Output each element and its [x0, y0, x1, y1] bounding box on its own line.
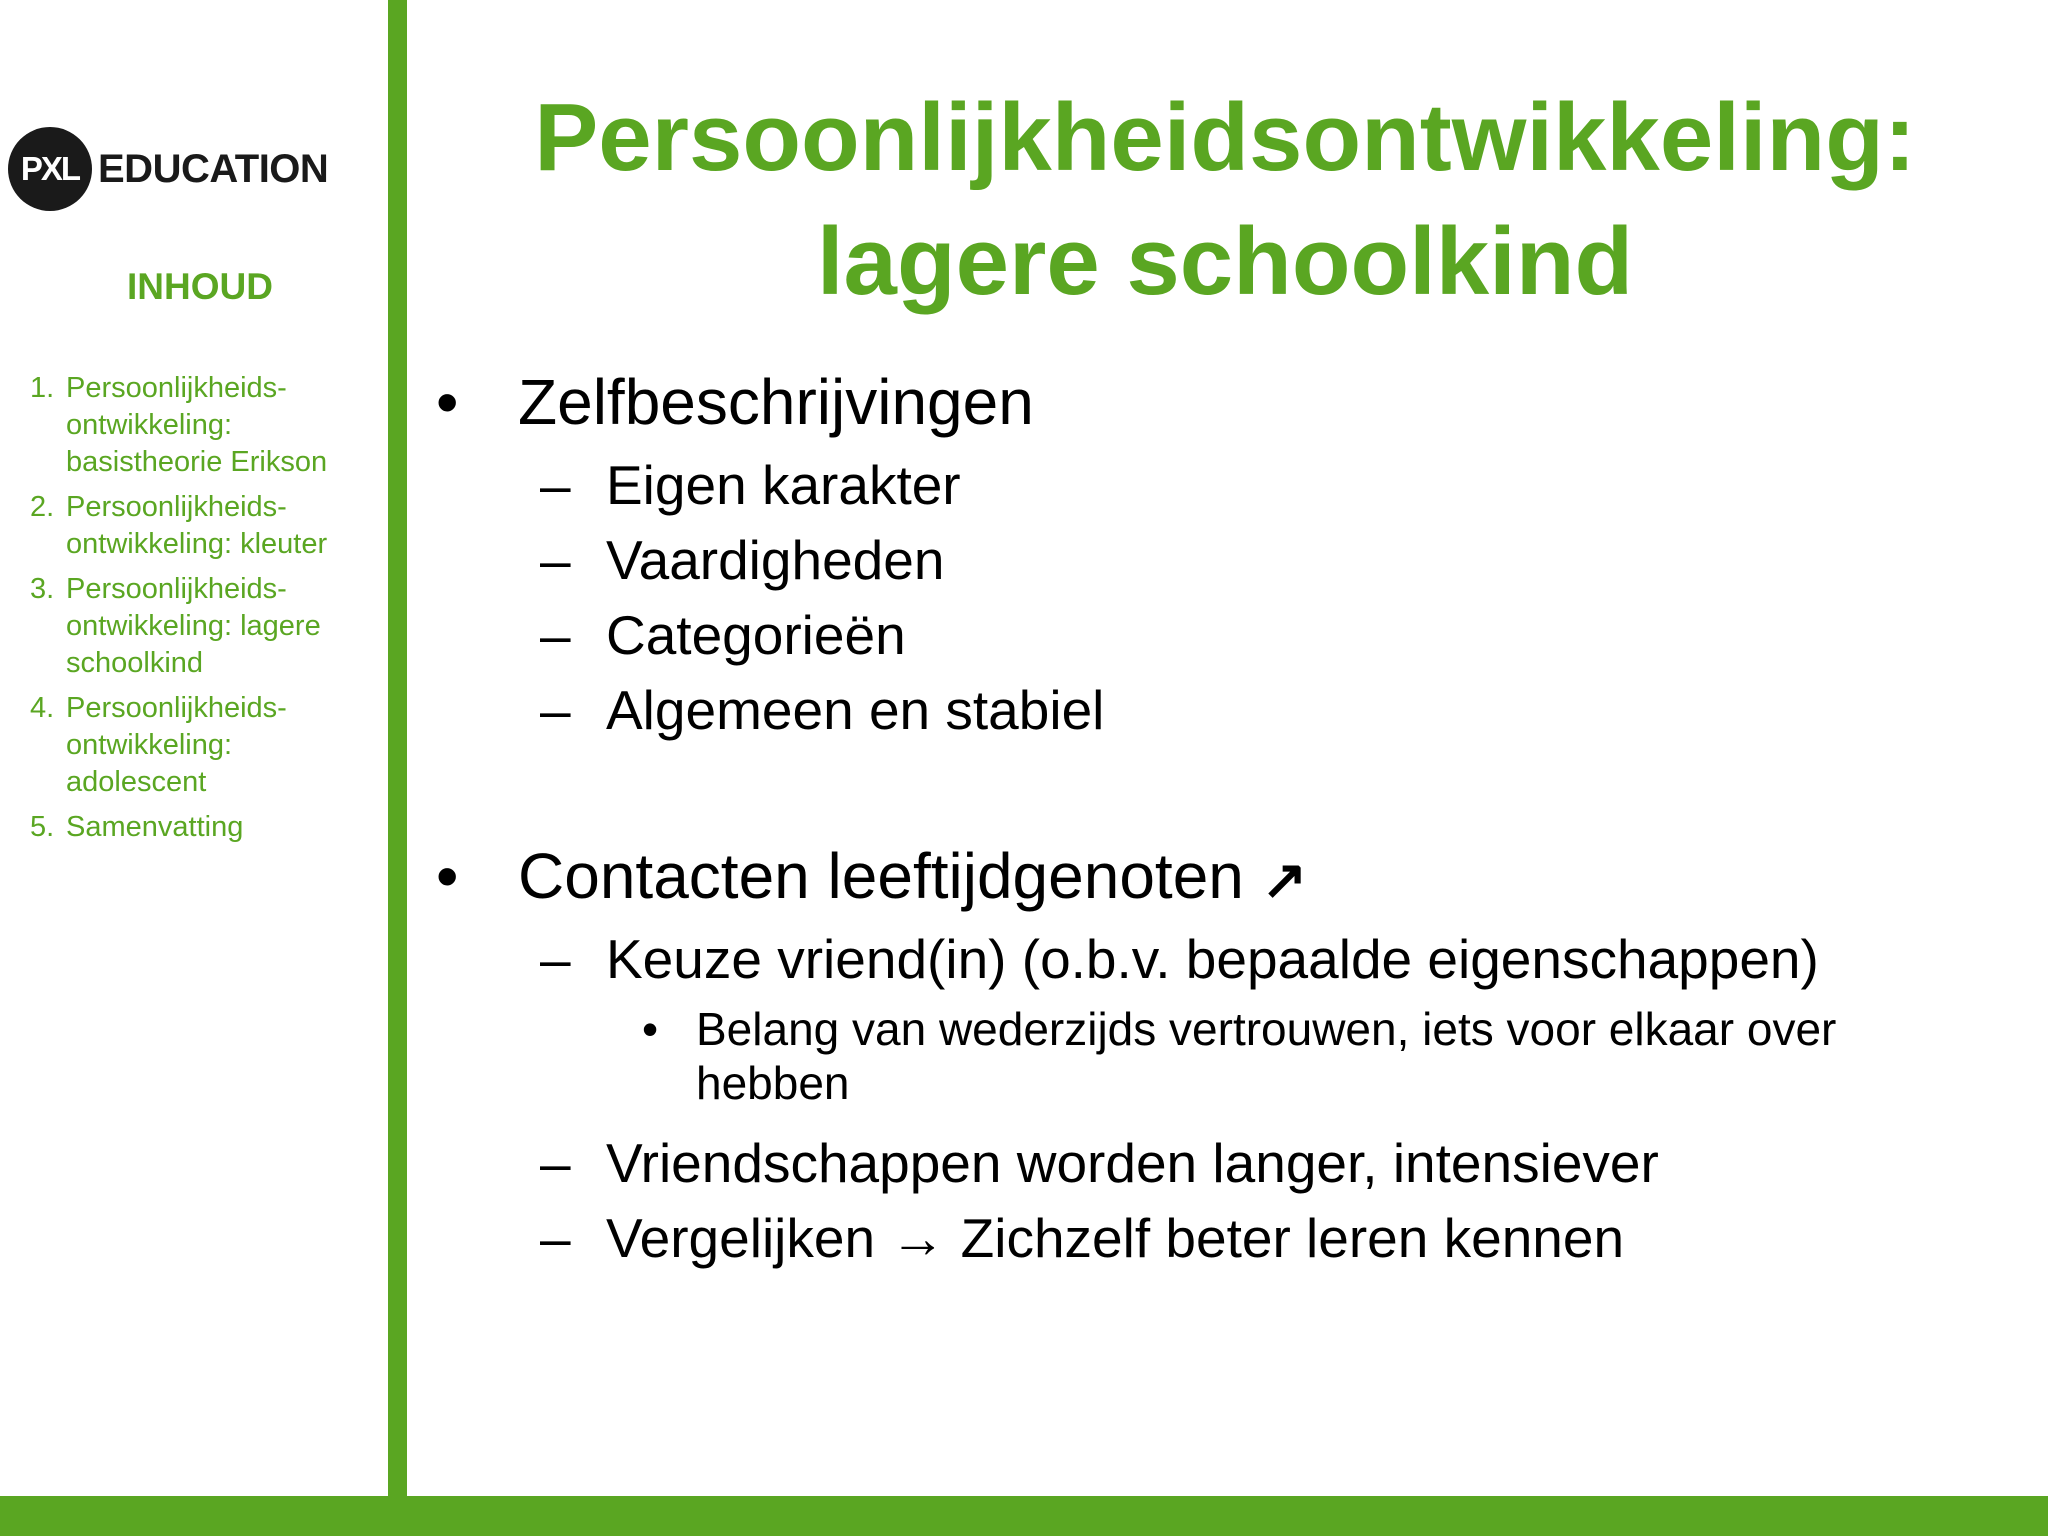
toc-item-number: 5.: [30, 811, 55, 843]
toc-item-label: [66, 489, 370, 563]
toc-item-number: 1.: [30, 372, 55, 404]
toc-item-2[interactable]: [30, 489, 370, 563]
sub-bullet-text: Keuze vriend(in) (o.b.v. bepaalde eigenschappen): [606, 928, 1819, 990]
sidebar: [0, 0, 388, 1496]
dash-marker: –: [540, 529, 571, 591]
slide-title-line: Persoonlijkheidsontwikkeling:: [534, 84, 1916, 191]
toc-item-5[interactable]: [30, 809, 370, 846]
toc-heading: INHOUD: [127, 266, 273, 307]
sub-bullet-text: Eigen karakter: [606, 454, 961, 516]
sub-bullet-item: [540, 527, 944, 593]
toc-item-line: adolescent: [66, 766, 207, 798]
slide-title-line: lagere schoolkind: [816, 208, 1634, 315]
sub-bullet-item: [540, 926, 1819, 992]
sub-sub-bullet-text: hebben: [696, 1057, 850, 1109]
sub-sub-bullet-item: [642, 1002, 1836, 1056]
toc-item-1[interactable]: [30, 370, 370, 481]
toc-item-line: basistheorie Erikson: [66, 446, 328, 478]
dash-marker: –: [540, 604, 571, 666]
toc-item-label: [66, 370, 370, 481]
sub-bullet-text: Vergelijken → Zichzelf beter leren kennen: [606, 1207, 1625, 1269]
toc-item-line: Persoonlijkheids-: [66, 692, 287, 724]
sub-bullet-text: Vriendschappen worden langer, intensiever: [606, 1132, 1659, 1194]
dash-marker: –: [540, 679, 571, 741]
sub-bullet-text: Categorieën: [606, 604, 906, 666]
toc-item-line: Persoonlijkheids-: [66, 573, 287, 605]
toc-list: [30, 370, 370, 854]
toc-item-4[interactable]: [30, 690, 370, 801]
toc-item-label: [66, 690, 370, 801]
bullet-text: Zelfbeschrijvingen: [518, 366, 1034, 438]
toc-item-line: Samenvatting: [66, 811, 244, 843]
bullet-marker: •: [436, 840, 459, 912]
logo-wordmark: EDUCATION: [98, 146, 329, 191]
bullet-item: [436, 838, 1307, 918]
arrow-up-right-icon: ↗: [1261, 850, 1308, 910]
bullet-marker: •: [642, 1003, 659, 1055]
dash-marker: –: [540, 928, 571, 990]
toc-item-line: Persoonlijkheids-: [66, 491, 287, 523]
sub-bullet-text: Vaardigheden: [606, 529, 945, 591]
sub-sub-bullet-continuation: [696, 1056, 850, 1110]
pxl-education-logo: [8, 126, 328, 212]
sub-sub-bullet-text: Belang van wederzijds vertrouwen, iets voor elkaar over: [696, 1003, 1837, 1055]
sub-bullet-item: [540, 677, 1104, 743]
toc-item-line: ontwikkeling:: [66, 729, 233, 761]
dash-marker: –: [540, 454, 571, 516]
toc-item-number: 2.: [30, 491, 55, 523]
bottom-bar: [0, 1496, 2048, 1536]
toc-item-line: ontwikkeling: lagere: [66, 610, 321, 642]
sub-bullet-item: [540, 1205, 1624, 1271]
bullet-text: Contacten leeftijdgenoten: [518, 840, 1244, 912]
dash-marker: –: [540, 1132, 571, 1194]
bullet-item: [436, 364, 1034, 440]
toc-item-3[interactable]: [30, 571, 370, 682]
toc-item-label: [66, 571, 370, 682]
logo-mark: PXL: [8, 127, 92, 211]
sub-bullet-text: Algemeen en stabiel: [606, 679, 1105, 741]
sub-bullet-item: [540, 602, 906, 668]
dash-marker: –: [540, 1207, 571, 1269]
toc-item-number: 4.: [30, 692, 55, 724]
sidebar-divider: [388, 0, 407, 1536]
toc-item-line: schoolkind: [66, 647, 204, 679]
bullet-marker: •: [436, 366, 459, 438]
toc-item-label: [66, 809, 370, 846]
toc-item-line: ontwikkeling: kleuter: [66, 528, 328, 560]
sub-bullet-item: [540, 452, 961, 518]
toc-item-number: 3.: [30, 573, 55, 605]
toc-item-line: ontwikkeling:: [66, 409, 233, 441]
sub-bullet-item: [540, 1130, 1659, 1196]
toc-item-line: Persoonlijkheids-: [66, 372, 287, 404]
slide-title: [420, 76, 2030, 324]
